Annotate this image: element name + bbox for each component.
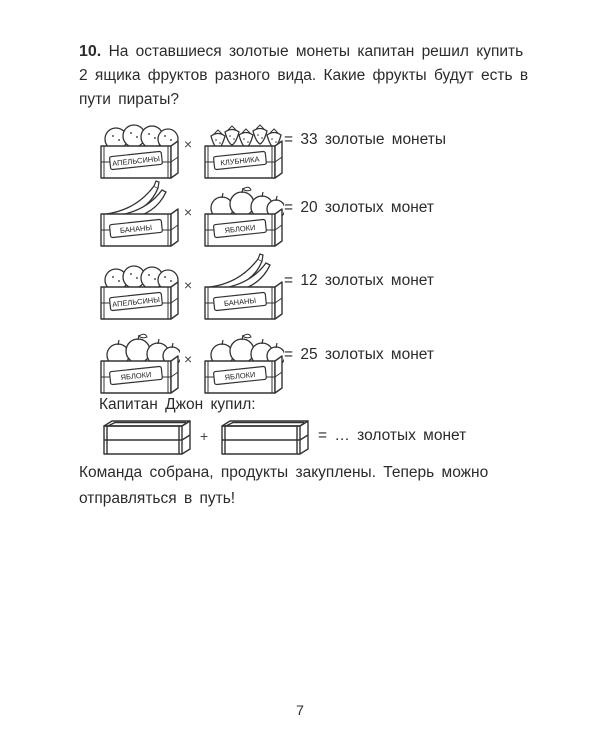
crate-apples — [200, 327, 284, 397]
task-question: На оставшиеся золотые монеты капитан решил купить 2 ящика фруктов разного вида. Какие фрукты будут есть в пути пираты? — [79, 43, 529, 108]
multiply-sign: × — [184, 204, 193, 220]
apple-shape — [230, 339, 254, 363]
crate-label: ЯБЛОКИ — [224, 369, 256, 383]
purchase-result: = … золотых монет — [318, 427, 467, 444]
crate-bananas — [96, 180, 180, 250]
multiply-sign: × — [184, 351, 193, 367]
closing-text: Команда собрана, продукты закуплены. Теперь можно отправляться в путь! — [79, 464, 489, 507]
crate-label: КЛУБНИКА — [220, 154, 260, 168]
crate-oranges — [96, 112, 180, 182]
crate-label: АПЕЛЬСИНЫ — [111, 295, 161, 309]
crate-label: АПЕЛЬСИНЫ — [111, 154, 161, 168]
purchase-row — [96, 418, 516, 458]
crate-label: БАНАНЫ — [223, 295, 257, 309]
equation-row-2 — [96, 180, 516, 250]
crate-strawberries — [200, 112, 284, 182]
crate-apples — [96, 327, 180, 397]
multiply-sign: × — [184, 136, 193, 152]
strawberry-shape — [253, 129, 267, 145]
equation-row-1 — [96, 112, 516, 182]
result-text: = 20 золотых монет — [284, 199, 434, 216]
crate-oranges — [96, 253, 180, 323]
crate-bananas — [200, 253, 284, 323]
empty-crate-2 — [214, 418, 310, 458]
purchase-caption: Капитан Джон купил: — [99, 396, 256, 413]
result-text: = 12 золотых монет — [284, 272, 434, 289]
crate-label: ЯБЛОКИ — [120, 369, 152, 383]
equation-row-4 — [96, 327, 516, 397]
page-number: 7 — [296, 702, 304, 718]
crate-label: БАНАНЫ — [119, 222, 153, 236]
result-text: = 25 золотых монет — [284, 346, 434, 363]
task-text — [79, 40, 529, 112]
apple-shape — [126, 339, 150, 363]
multiply-sign: × — [184, 277, 193, 293]
task-number: 10. — [79, 43, 102, 60]
result-text: = 33 золотые монеты — [284, 131, 446, 148]
plus-sign: + — [200, 428, 209, 444]
apple-shape — [230, 192, 254, 216]
crate-apples — [200, 180, 284, 250]
empty-crate-1 — [96, 418, 192, 458]
strawberry-shape — [225, 130, 239, 146]
equation-row-3 — [96, 253, 516, 323]
crate-label: ЯБЛОКИ — [224, 222, 256, 236]
